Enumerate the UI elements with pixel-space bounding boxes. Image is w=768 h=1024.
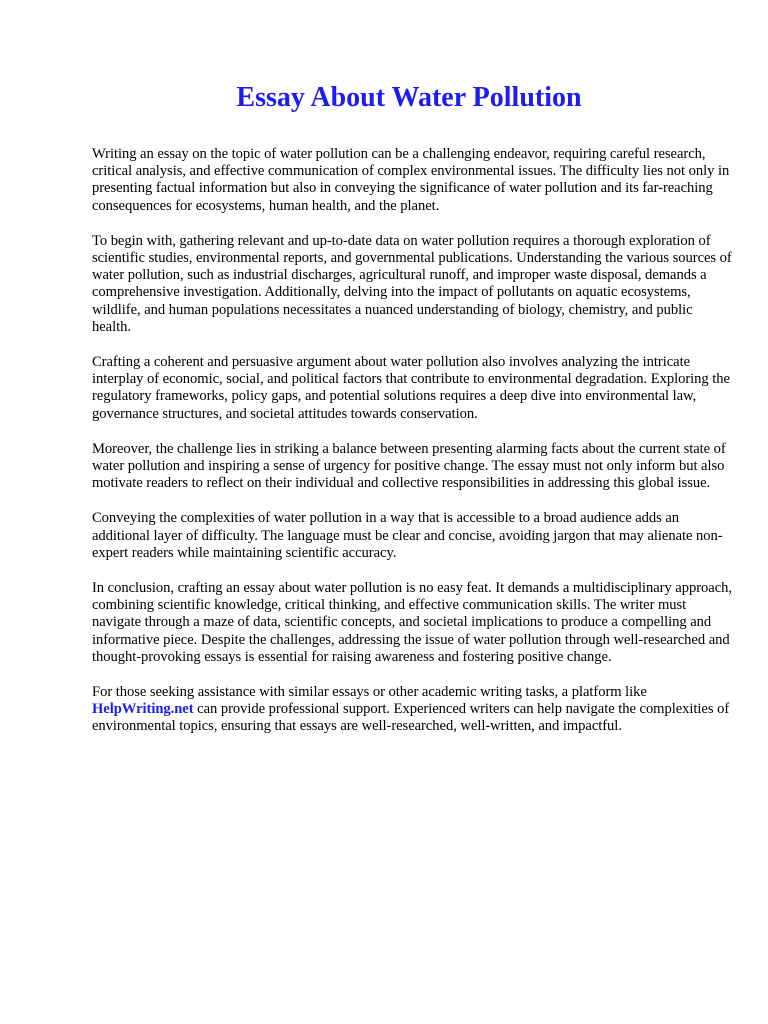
paragraph-audience: Conveying the complexities of water pollution in a way that is accessible to a broad audience adds an additional layer of difficulty. The language must be clear and concise, avoiding jargon that may alienate non-expert readers while maintaining scientific accuracy. xyxy=(92,510,723,561)
paragraph-assistance xyxy=(92,684,732,736)
paragraph-intro: Writing an essay on the topic of water pollution can be a challenging endeavor, requiring careful research, critical analysis, and effective communication of complex environmental issues. The difficulty lies not only in presenting factual information but also in conveying the significance of water pollution and its far-reaching consequences for ecosystems, human health, and the planet. xyxy=(92,146,730,214)
assistance-text-after: can provide professional support. Experienced writers can help navigate the complexities of environmental topics, ensuring that essays are well-researched, well-written, and impactful. xyxy=(92,701,730,735)
paragraph-research: To begin with, gathering relevant and up-to-date data on water pollution requires a thorough exploration of scientific studies, environmental reports, and governmental publications. Understanding the various sources of water pollution, such as industrial discharges, agricultural runoff, and improper waste disposal, demands a comprehensive investigation. Additionally, delving into the impact of pollutants on aquatic ecosystems, wildlife, and human populations necessitates a nuanced understanding of biology, chemistry, and public health. xyxy=(92,232,732,335)
paragraph-argument: Crafting a coherent and persuasive argument about water pollution also involves analyzing the intricate interplay of economic, social, and political factors that contribute to environmental degradation. Exploring the regulatory frameworks, policy gaps, and potential solutions requires a deep dive into environmental law, governance structures, and societal attitudes towards conservation. xyxy=(92,354,730,422)
paragraph-conclusion: In conclusion, crafting an essay about water pollution is no easy feat. It demands a multidisciplinary approach, combining scientific knowledge, critical thinking, and effective communication skills. The writer must navigate through a maze of data, scientific concepts, and societal implications to produce a compelling and informative piece. Despite the challenges, addressing the issue of water pollution through well-researched and thought-provoking essays is essential for raising awareness and fostering positive change. xyxy=(92,580,732,665)
paragraph-challenge: Moreover, the challenge lies in striking a balance between presenting alarming facts about the current state of water pollution and inspiring a sense of urgency for positive change. The essay must not only inform but also motivate readers to reflect on their individual and collective responsibilities in addressing this global issue. xyxy=(92,440,726,492)
document-title: Essay About Water Pollution xyxy=(236,82,582,113)
assistance-text-before: For those seeking assistance with similar essays or other academic writing tasks, a platform like xyxy=(92,684,647,701)
helpwriting-link[interactable]: HelpWriting.net xyxy=(92,701,194,718)
document-body xyxy=(92,146,732,754)
